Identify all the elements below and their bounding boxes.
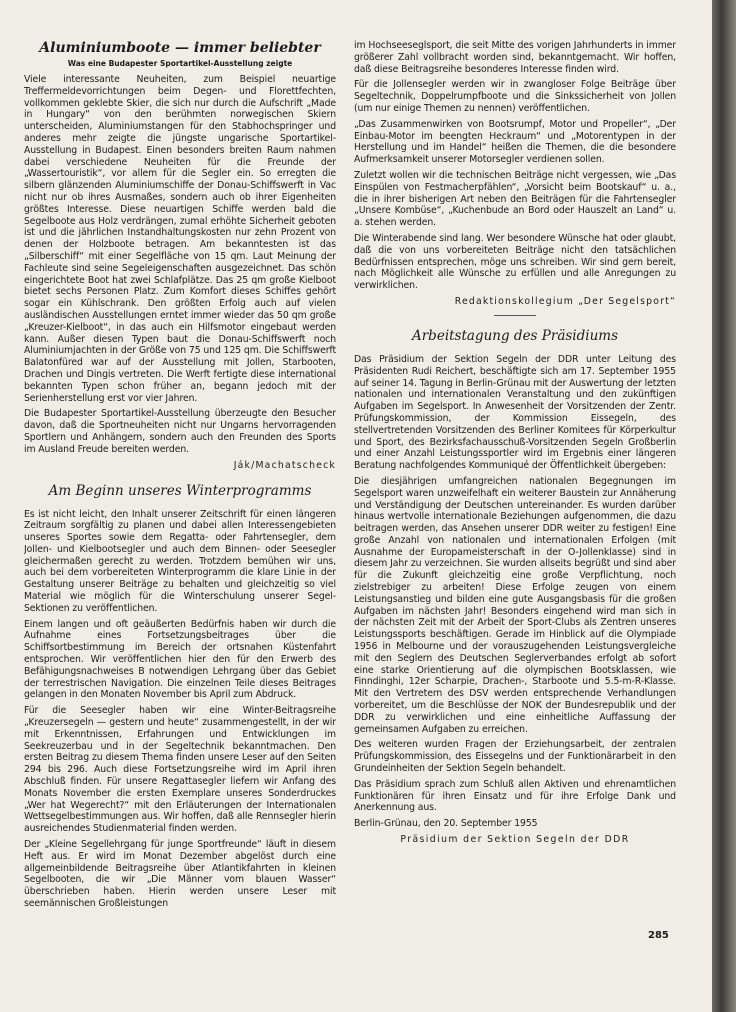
article2-paragraph: Für die Seesegler haben wir eine Winter-Beitragsreihe „Kreuzersegeln — gestern und heute“ zusammengestellt, in der wir mit Erkenntnissen, Erfahrungen und Entwicklungen im Seekreuzerbau und in der Segeltechnik bekanntmachen. Den ersten Beitrag zu diesem Thema finden unsere Leser auf den Seiten 294 bis 296. Auch diese Fortsetzungsreihe wird im April ihren Abschluß finden. Für unsere Regattasegler liefern wir Anfang des Monats November die ersten Exemplare unseres Sonderdruckes „Wer hat Wegerecht?“ mit den Erläuterungen der Internationalen Wettsegelbestimmungen aus. Wir hoffen, daß alle Rennsegler hierin ausreichendes Studienmaterial finden werden. [24, 705, 336, 835]
article1-signature: Ják/Machatscheck [233, 459, 336, 471]
article2-continuation-paragraph: „Das Zusammenwirken von Bootsrumpf, Motor und Propeller“, „Der Einbau-Motor im beengten Heckraum“ und „Motorentypen in der Herstellung und im Handel“ heißen die Themen, die die besondere Aufmerksamkeit unserer Motorsegler verdienen sollen. [354, 118, 676, 166]
article3-title: Arbeitstagung des Präsidiums [411, 327, 618, 344]
article3-signature: Präsidium der Sektion Segeln der DDR [400, 834, 630, 846]
book-spine-shadow [712, 0, 736, 1012]
article3-paragraph: Des weiteren wurden Fragen der Erziehungsarbeit, der zentralen Prüfungskommission, des Eissegelns und der Funktionärarbeit in den Grundeinheiten der Sektion Segeln behandelt. [354, 739, 676, 775]
article1-subtitle: Was eine Budapester Sportartikel-Ausstellung zeigte [67, 59, 293, 68]
article2-title: Am Beginn unseres Winterprogramms [48, 482, 312, 499]
left-column [24, 40, 336, 914]
article1-paragraph: Die Budapester Sportartikel-Ausstellung überzeugte den Besucher davon, daß die Sportneuheiten nicht nur Ungarns hervorragenden Sportlern und Anhängern, sondern auch den Freunden des Sports im Ausland Freude bereiten werden. [24, 408, 336, 455]
section-divider [494, 315, 536, 316]
article2-signature: Redaktionskollegium „Der Segelsport“ [454, 295, 676, 307]
article1-paragraph: Viele interessante Neuheiten, zum Beispiel neuartige Treffermeldevorrichtungen beim Degen- und Florettfechten, vollkommen geklebte Skier, die sich nur durch die Aufschrift „Made in Hungary“ von den berühmten norwegischen Skiern unterscheiden, Aluminiumstangen für den Stabhochspringer und anderes mehr zeigte die jüngste ungarische Sportartikel-Ausstellung in Budapest. Einen besonders breiten Raum nahmen dabei verschiedene Neuheiten für die Freunde der „Wassertouristik“, vor allem für die Segler ein. So erregten die silbern glänzenden Aluminiumschiffe der Donau-Schiffswerft in Vac nicht nur ob ihres Ausmaßes, sondern auch ob ihrer Eigenheiten größtes Interesse. Diese neuartigen Schiffe werden bald die Segelboote aus Holz verdrängen, zumal erhöhte Sicherheit geboten ist und die jährlichen Instandhaltungskosten nur zehn Prozent von denen der Holzboote betragen. Am bekanntesten ist das „Silberschiff“ mit einer Segelfläche von 15 qm. Laut Meinung der Fachleute sind seine Segeleigenschaften ausgezeichnet. Das schön eingerichtete Boot hat zwei Schlafplätze. Das 25 qm große Kielboot bietet sechs Personen Platz. Zum Komfort dieses Schiffes gehört sogar ein Kühlschrank. Den größten Erfolg auch auf vielen ausländischen Ausstellungen erntet immer wieder das 50 qm große „Kreuzer-Kielboot“, in das auch ein Hilfsmotor eingebaut werden kann. Außer diesen Typen baut die Donau-Schiffswerft noch Aluminiumjachten in der Größe von 75 und 125 qm. Die Schiffswerft Balatonfüred war auf der Ausstellung mit Jollen, Starbooten, Drachen und Dingis vertreten. Die Werft fertigte diese international bekannten Typen schon früher an, begann jedoch mit der Serienherstellung erst vor vier Jahren. [24, 74, 336, 404]
article2-continuation-paragraph: im Hochseeseglsport, die seit Mitte des vorigen Jahrhunderts in immer größerer Zahl vollbracht worden sind, bekanntgemacht. Wir hoffen, daß diese Beitragsreihe besonderes Interesse finden wird. [354, 40, 676, 75]
article2-continuation-paragraph: Zuletzt wollen wir die technischen Beiträge nicht vergessen, wie „Das Einspülen von Festmacherpfählen“, „Vorsicht beim Bootskauf“ u. a., die in ihrer bisherigen Art neben den Beiträgen für die Fahrtensegler „Unsere Kombüse“, „Kuchenbude an Bord oder Hauszelt an Land“ u. a. stehen werden. [354, 169, 676, 229]
article3-dateline: Berlin-Grünau, den 20. September 1955 [354, 818, 538, 830]
article2-continuation-paragraph: Für die Jollensegler werden wir in zwangloser Folge Beiträge über Segeltechnik, Doppelrumpfboote und die Sinkssicherheit von Jollen (um nur einige Themen zu nennen) veröffentlichen. [354, 79, 676, 114]
article2-continuation-paragraph: Die Winterabende sind lang. Wer besondere Wünsche hat oder glaubt, daß die von uns vorbereiteten Beiträge nicht den tatsächlichen Bedürfnissen entsprechen, möge uns schreiben. Wir sind gern bereit, nach Möglichkeit alle Wünsche zu erfüllen und alle Anregungen zu verwirklichen. [354, 232, 676, 292]
article2-paragraph: Einem langen und oft geäußerten Bedürfnis haben wir durch die Aufnahme eines Fortsetzungsbeitrages über die Schiffsortbestimmung im Bereich der ortsnahen Küstenfahrt entsprochen. Wir veröffentlichen hier den für den Erwerb des Befähigungsnachweises B notwendigen Lehrgang über das Gebiet der terrestrischen Navigation. Die einzelnen Teile dieses Beitrages gelangen in den Monaten November bis April zum Abdruck. [24, 618, 336, 701]
right-column [354, 40, 676, 851]
page-number: 285 [648, 930, 669, 941]
article2-paragraph: Der „Kleine Segellehrgang für junge Sportfreunde“ läuft in diesem Heft aus. Er wird im Monat Dezember abgelöst durch eine allgemeinbildende Beitragsreihe über Atlantikfahrten in kleinen Segelbooten, die wir „Die Männer vom blauen Wasser“ überschrieben haben. Hierin werden unsere Leser mit seemännischen Großleistungen [24, 839, 336, 909]
article3-paragraph: Das Präsidium sprach zum Schluß allen Aktiven und ehrenamtlichen Funktionären für ihren Einsatz und für ihre Erfolge Dank und Anerkennung aus. [354, 778, 676, 814]
article3-paragraph: Die diesjährigen umfangreichen nationalen Begegnungen im Segelsport waren unzweifelhaft ein weiterer Baustein zur Annäherung und Verständigung der Deutschen untereinander. Es wurden darüber hinaus wertvolle internationale Beziehungen aufgenommen, die dazu beitragen werden, das Ansehen unserer DDR weiter zu festigen! Eine große Anzahl von nationalen und internationalen Erfolgen (mit Ausnahme der Europameisterschaft in der O-Jollenklasse) sind in diesem Jahr zu verzeichnen. Sie wurden allseits begrüßt und sind aber für die Zukunft gleichzeitig eine große Verpflichtung, noch zielstrebiger zu arbeiten! Diese Erfolge zeugen von einem Leistungsanstieg und bilden eine gute Ausgangsbasis für die großen Aufgaben im nächsten Jahr! Besonders eingehend wird man sich in der nächsten Zeit mit der Arbeit der Sport-Clubs als Zentren unseres Leistungssports beschäftigen. Gerade im Hinblick auf die Olympiade 1956 in Melbourne und der vorauszugehenden Leistungsvergleiche mit den Seglern des Deutschen Seglerverbandes erfolgt ab sofort eine starke Orientierung auf die olympischen Bootsklassen, wie Finndinghi, 12er Scharpie, Drachen-, Starboote und 5.5-m-R-Klasse. Mit den Vertretern des DSV werden entsprechende Verhandlungen vorbereitet, um die Beschlüsse der NOK der Bundesrepublik und der DDR zu verwirklichen und eine einheitliche Auffassung der gemeinsamen Aufgaben zu erreichen. [354, 475, 676, 735]
article3-paragraph: Das Präsidium der Sektion Segeln der DDR unter Leitung des Präsidenten Rudi Reichert, beschäftigte sich am 17. September 1955 auf seiner 14. Tagung in Berlin-Grünau mit der Auswertung der letzten nationalen und internationalen Veranstaltung und den zukünftigen Aufgaben im Segelsport. In Anwesenheit der Vorsitzenden der Zentr. Prüfungskommission, der Kommission Eissegeln, des stellvertretenden Vorsitzenden des Berliner Komitees für Körperkultur und Sport, des Bezirksfachausschuß-Vorsitzenden Segeln Großberlin und einer Anzahl Leistungssportler wird im Ergebnis einer längeren Beratung nachfolgendes Kommuniqué der Öffentlichkeit übergeben: [354, 353, 676, 472]
article1-title: Aluminiumboote — immer beliebter [39, 40, 321, 56]
article2-paragraph: Es ist nicht leicht, den Inhalt unserer Zeitschrift für einen längeren Zeitraum sorgfältig zu planen und dabei allen Interessengebieten unseres Sportes sowie dem Regatta- oder Fahrtensegler, dem Jollen- und Kielbootsegler und auch dem Binnen- oder Seesegler gleichermaßen gerecht zu werden. Trotzdem bemühen wir uns, auch bei dem vorbereiteten Winterprogramm die klare Linie in der Gestaltung unserer Beiträge zu behalten und gleichzeitig so viel Material wie möglich für die Winterschulung unserer Segel-Sektionen zu veröffentlichen. [24, 508, 336, 614]
